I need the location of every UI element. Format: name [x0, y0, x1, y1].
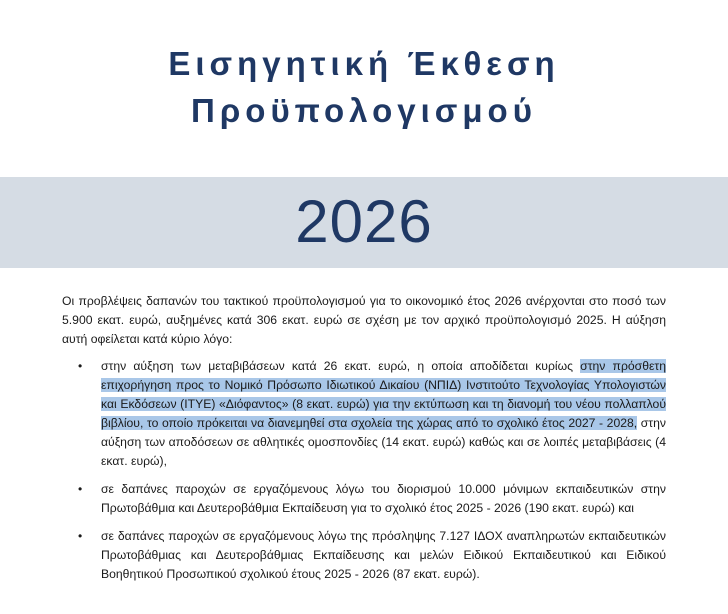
bullet-1-text-before: στην αύξηση των μεταβιβάσεων κατά 26 εκατ. ευρώ, η οποία αποδίδεται κυρίως: [101, 359, 581, 373]
title-line-1: Εισηγητική Έκθεση: [168, 45, 560, 82]
highlighted-text[interactable]: στην πρόσθετη επιχορήγηση προς το Νομικό Πρόσωπο Ιδιωτικού Δικαίου (ΝΠΙΔ) Ινστιτούτο Τεχνολογίας Υπολογιστών και Εκδόσεων (ΙΤΥΕ) «Διόφαντος» (8 εκατ. ευρώ) για την εκτύπωση και τη διανομή του νέου πολλαπλού βιβλίου, το οποίο πρόκειται να διανεμηθεί στα σχολεία της χώρας από το σχολικό έτος 2027 - 2028,: [101, 359, 666, 430]
bullet-item-teacher-appointments: [62, 480, 666, 518]
bullet-3-text: σε δαπάνες παροχών σε εργαζόμενους λόγω της πρόσληψης 7.127 ΙΔΟΧ αναπληρωτών εκπαιδευτικών Πρωτοβάθμιας και Δευτεροβάθμιας Εκπαίδευσης και μελών Ειδικού Εκπαιδευτικού και Ειδικού Βοηθητικού Προσωπικού σχολικού έτους 2025 - 2026 (87 εκατ. ευρώ).: [101, 529, 666, 581]
bullet-list: [62, 357, 666, 584]
title-line-2: Προϋπολογισμού: [191, 92, 537, 129]
bullet-dot: •: [78, 482, 83, 496]
document-title: [0, 40, 728, 134]
intro-paragraph: Οι προβλέψεις δαπανών του τακτικού προϋπολογισμού για το οικονομικό έτος 2026 ανέρχονται στο ποσό των 5.900 εκατ. ευρώ, αυξημένες κατά 306 εκατ. ευρώ σε σχέση με τον αρχικό προϋπολογισμό 2025. Η αύξηση αυτή οφείλεται κατά κύριο λόγο:: [62, 294, 666, 346]
bullet-item-transfers: [62, 357, 666, 471]
bullet-item-substitute-hiring: [62, 527, 666, 584]
year-heading: 2026: [295, 188, 433, 255]
bullet-dot: •: [78, 529, 83, 543]
bullet-dot: •: [78, 359, 83, 373]
bullet-1-text-after: στην αύξηση των αποδόσεων σε αθλητικές ομοσπονδίες (14 εκατ. ευρώ) καθώς και σε λοιπές μεταβιβάσεις (4 εκατ. ευρώ),: [101, 416, 666, 468]
bullet-2-text: σε δαπάνες παροχών σε εργαζόμενους λόγω του διορισμού 10.000 μόνιμων εκπαιδευτικών στην Πρωτοβάθμια και Δευτεροβάθμια Εκπαίδευση για το σχολικό έτος 2025 - 2026 (190 εκατ. ευρώ) και: [101, 482, 666, 515]
document-body: [62, 292, 666, 593]
